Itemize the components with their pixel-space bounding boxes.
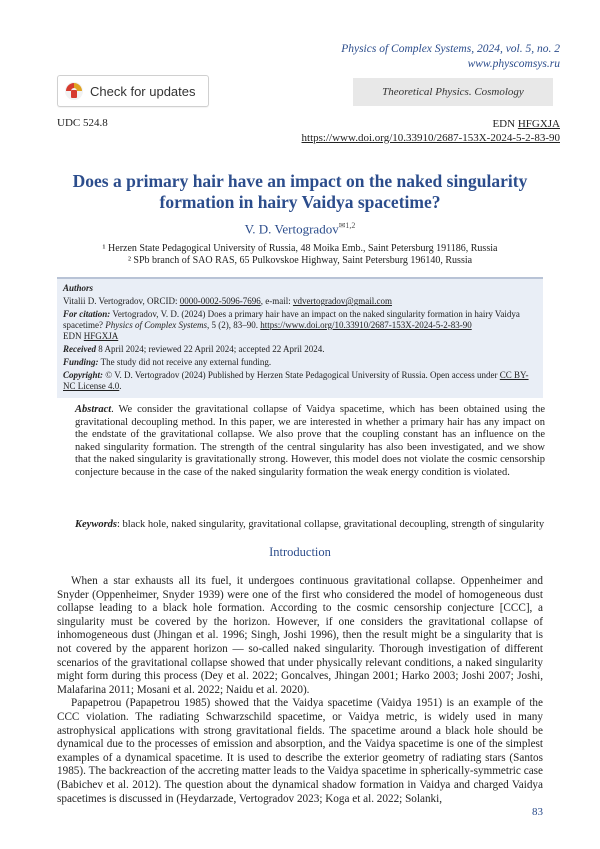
page-number: 83 xyxy=(532,806,543,818)
received-line xyxy=(63,344,537,355)
copyright-line xyxy=(63,370,537,392)
citation-edn-link[interactable]: HFGXJA xyxy=(83,331,119,341)
edn-block xyxy=(302,117,560,145)
edn-link[interactable]: HFGXJA xyxy=(517,118,560,130)
check-updates-icon xyxy=(64,81,84,101)
check-for-updates-button[interactable] xyxy=(57,75,209,107)
check-updates-label: Check for updates xyxy=(90,83,196,99)
copyright-heading: Copyright: xyxy=(63,370,104,380)
copyright-text: © V. D. Vertogradov (2024) Published by Herzen State Pedagogical University of Russia. Open access under xyxy=(103,370,500,380)
paper-title: Does a primary hair have an impact on the naked singularity formation in hairy Vaidya spacetime? xyxy=(72,171,528,212)
citation-journal: Physics of Complex Systems xyxy=(105,320,207,330)
copyright-end: . xyxy=(119,381,122,391)
doi-link[interactable]: https://www.doi.org/10.33910/2687-153X-2024-5-2-83-90 xyxy=(301,132,560,144)
author-details xyxy=(63,296,537,307)
orcid-link[interactable]: 0000-0002-5096-7696 xyxy=(179,296,261,306)
citation-text: Vertogradov, V. D. (2024) Does a primary hair have an impact on the naked singularity formation in hairy Vaidya spacetime? xyxy=(63,309,520,330)
journal-header xyxy=(341,42,560,72)
abstract-text: . We consider the gravitational collapse of Vaidya spacetime, which has been obtained using the gravitational decoupling method. In this paper, we are interested in whether a primary hair has any impact on the endstate of the gravitational collapse. We also prove that the coupling constant has an influence on the naked singularity formation. The strength of the central singularity has also been investigated, and we show that the naked singularity is gravitationally strong. However, this model does not violate the cosmic censorship conjecture because in the case of the naked singularity formation the weak energy condition is violated. xyxy=(75,404,545,478)
paragraph-2: Papapetrou (Papapetrou 1985) showed that the Vaidya spacetime (Vaidya 1951) is an example of the CCC violation. The radiating Schwarzschild spacetime, or Vaidya metric, is widely used in many astrophysical applications with strong gravitational fields. The spacetime around a black hole should be dynamical due to the processes of emission and absorption, and the Vaidya spacetime is one of the simplest examples of a dynamical spacetime. It is used to describe the exterior geometry of radiating stars (Santos 1985). The backreaction of the accreting matter leads to the Vaidya spacetime in spherically-symmetric case (Babichev et al. 2012). The question about the dynamical shadow formation in Vaidya and charged Vaidya spacetimes is discussed in (Heydarzade, Vertogradov 2023; Koga et al. 2022; Solanki, xyxy=(57,697,543,805)
received-heading: Received xyxy=(63,344,96,354)
funding-text: The study did not receive any external funding. xyxy=(98,357,272,367)
authors-heading: Authors xyxy=(63,283,94,293)
email-link[interactable]: vdvertogradov@gmail.com xyxy=(292,296,392,306)
author-details-text: Vitalii D. Vertogradov, ORCID: xyxy=(63,296,180,306)
journal-website[interactable]: www.physcomsys.ru xyxy=(467,58,560,70)
udc-code: UDC 524.8 xyxy=(57,117,108,129)
affiliations xyxy=(40,243,560,267)
affiliation-1: ¹ Herzen State Pedagogical University of Russia, 48 Moika Emb., Saint Petersburg 191186, Russia xyxy=(102,243,498,254)
section-label: Theoretical Physics. Cosmology xyxy=(353,78,553,106)
keywords-text: : black hole, naked singularity, gravitational collapse, gravitational decoupling, strength of singularity xyxy=(117,519,545,530)
affiliation-2: ² SPb branch of SAO RAS, 65 Pulkovskoe Highway, Saint Petersburg 196140, Russia xyxy=(127,255,473,266)
journal-citation: Physics of Complex Systems, 2024, vol. 5, no. 2 xyxy=(341,43,560,55)
author-name: V. D. Vertogradov xyxy=(244,221,339,237)
received-text: 8 April 2024; reviewed 22 April 2024; accepted 22 April 2024. xyxy=(95,344,325,354)
abstract xyxy=(75,404,545,479)
citation-heading: For citation: xyxy=(63,309,111,319)
citation-tail: , 5 (2), 83–90. xyxy=(206,320,261,330)
citation-edn-prefix: EDN xyxy=(63,331,84,341)
citation-block xyxy=(63,309,537,342)
keywords xyxy=(75,519,545,532)
citation-doi-link[interactable]: https://www.doi.org/10.33910/2687-153X-2024-5-2-83-90 xyxy=(260,320,472,330)
keywords-heading: Keywords xyxy=(75,519,117,530)
abstract-heading: Abstract xyxy=(75,404,112,415)
body-text xyxy=(57,575,543,806)
author-details-mid: , e-mail: xyxy=(260,296,293,306)
paragraph-1: When a star exhausts all its fuel, it undergoes continuous gravitational collapse. Oppenheimer and Snyder (Oppenheimer, Snyder 1939) were one of the first who considered the model of homogeneous dust collapse leading to a black hole formation. According to the cosmic censorship conjecture [CCC], a singularity must be covered by the horizon. However, if one considers the gravitational collapse of inhomogeneous dust (Jhingan et al. 1996; Singh, Joshi 1996), then the result might be a singularity that is not covered by the apparent horizon — so-called naked singularity. Thorough investigation of different scenarios of the gravitational collapse showed that under physically relevant conditions, a naked singularity might form during this process (Dey et al. 2022; Goncalves, Jhingan 2001; Harko 2003; Joshi 2007; Joshi, Malafarina 2011; Mosani et al. 2022; Naidu et al. 2020). xyxy=(57,575,543,696)
author-marks: ✉1,2 xyxy=(338,221,356,230)
author-line xyxy=(0,221,600,237)
section-heading-introduction: Introduction xyxy=(269,545,331,559)
edn-prefix: EDN xyxy=(492,118,518,130)
license-link[interactable]: CC BY-NC License 4.0 xyxy=(63,370,529,391)
funding-line xyxy=(63,357,537,368)
funding-heading: Funding: xyxy=(63,357,99,367)
article-info-box xyxy=(57,277,543,398)
